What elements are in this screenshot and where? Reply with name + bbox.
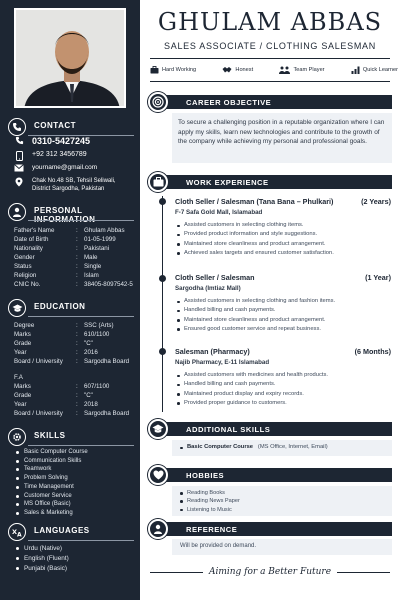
list-item: Ensured good customer service and repeat business. <box>175 325 391 334</box>
list-item: Problem Solving <box>14 474 88 483</box>
phone-secondary-text[interactable]: +92 312 3456789 <box>32 151 87 158</box>
info-row: Year : 2018 <box>14 401 98 408</box>
education-matric-list <box>14 321 129 366</box>
sidebar <box>0 0 140 600</box>
info-row: Year : 2016 <box>14 349 98 356</box>
contact-email <box>12 164 97 172</box>
email-icon <box>12 164 26 172</box>
hobbies-title: HOBBIES <box>186 471 225 480</box>
contact-phone-secondary <box>12 151 87 161</box>
personal-title: PERSONAL <box>34 206 83 215</box>
divider <box>28 316 134 317</box>
divider <box>28 445 134 446</box>
info-row: Grade : "C" <box>14 340 93 347</box>
heart-icon <box>148 465 168 485</box>
list-item: Basic Computer Course (MS Office, Internet, Email) <box>178 444 386 450</box>
list-item: Customer Service <box>14 492 88 501</box>
job-duration: (2 Years) <box>361 197 391 206</box>
job-entry <box>175 197 391 258</box>
job-title: Cloth Seller / Salesman (Tana Bana – Phulkari) <box>175 197 334 206</box>
job-place: F-7 Safa Gold Mall, Islamabad <box>175 209 263 216</box>
info-row: Degree : SSC (Arts) <box>14 322 114 329</box>
info-row: Grade : "C" <box>14 392 93 399</box>
address-line-1: Chak No.48 SB, Tehsil Seliwali, <box>32 178 116 184</box>
info-row: Marks : 610/1100 <box>14 331 110 338</box>
personal-section-header <box>0 203 140 221</box>
list-item: Handled billing and cash payments. <box>175 306 391 315</box>
contact-section-header <box>0 118 140 136</box>
timeline-dot <box>159 198 166 205</box>
experience-title: WORK EXPERIENCE <box>186 178 269 187</box>
hobbies-section-header <box>148 465 392 485</box>
experience-section-header <box>148 172 392 192</box>
objective-section-header <box>148 92 392 112</box>
job-duration: (1 Year) <box>365 273 391 282</box>
info-row: Father's Name : Ghulam Abbas <box>14 227 125 234</box>
additional-skills-panel <box>172 440 392 456</box>
candidate-role: SALES ASSOCIATE / CLOTHING SALESMAN <box>164 41 376 51</box>
info-row: Status : Single <box>14 263 102 270</box>
languages-list <box>14 544 69 574</box>
info-row: Board / University : Sargodha Board <box>14 358 130 365</box>
timeline-dot <box>159 275 166 282</box>
list-item: Communication Skills <box>14 457 88 466</box>
skills-list <box>14 448 88 518</box>
footer-tagline: Aiming for a Better Future <box>208 567 332 577</box>
education-fa-list <box>14 373 129 418</box>
user-icon <box>148 519 168 539</box>
job-title: Cloth Seller / Salesman <box>175 273 255 282</box>
timeline-dot <box>159 348 166 355</box>
contact-address <box>12 177 116 193</box>
info-row: CNIC No. : 38405-8097542-5 <box>14 281 133 288</box>
main-content <box>140 0 400 600</box>
info-row: Nationality : Pakistani <box>14 245 110 252</box>
translate-icon <box>8 523 26 541</box>
location-pin-icon <box>12 177 26 187</box>
phone-icon <box>12 136 26 145</box>
list-item: Assisted customers in selecting clothing items. <box>175 221 391 230</box>
languages-title: LANGUAGES <box>34 526 90 535</box>
candidate-name: GHULAM ABBAS <box>157 8 383 36</box>
list-item: Achieved sales targets and ensured customer satisfaction. <box>175 249 391 258</box>
job-entry <box>175 347 391 408</box>
list-item: Provided product information and style suggestions. <box>175 230 391 239</box>
list-item: Maintained store cleanliness and product arrangement. <box>175 240 391 249</box>
list-item: Assisted customers in selecting clothing and fashion items. <box>175 297 391 306</box>
info-row: Gender : Male <box>14 254 98 261</box>
list-item: Maintained store cleanliness and product arrangement. <box>175 316 391 325</box>
additional-skills-title: ADDITIONAL SKILLS <box>186 425 271 434</box>
phone-circle-icon <box>8 118 26 136</box>
address-line-2: District Sargodha, Pakistan <box>32 186 105 192</box>
svg-text:X: X <box>11 528 17 536</box>
education-title: EDUCATION <box>34 302 86 311</box>
trait-hard-working: Hard Working <box>150 66 196 74</box>
personal-info-list <box>14 226 133 289</box>
languages-section-header <box>0 523 140 541</box>
graduation-cap-icon <box>148 419 168 439</box>
education-section-header <box>0 299 140 317</box>
job-duration: (6 Months) <box>354 347 391 356</box>
objective-title: CAREER OBJECTIVE <box>186 98 272 107</box>
divider <box>28 540 134 541</box>
info-row: Religion : Islam <box>14 272 99 279</box>
list-item: Urdu (Native) <box>14 544 69 554</box>
trait-team-player: Team Player <box>279 66 324 74</box>
list-item: Provided proper guidance to customers. <box>175 399 391 408</box>
target-icon <box>148 92 168 112</box>
trait-honest: Honest <box>222 66 253 74</box>
list-item: Reading News Paper <box>178 497 386 505</box>
info-row: Date of Birth : 01-05-1999 <box>14 236 116 243</box>
divider <box>150 58 390 59</box>
person-photo-icon <box>16 10 126 108</box>
list-item: Reading Books <box>178 489 386 497</box>
hobbies-panel <box>172 486 392 516</box>
team-icon <box>279 66 290 74</box>
job-title: Salesman (Pharmacy) <box>175 347 250 356</box>
list-item: Sales & Marketing <box>14 509 88 518</box>
divider <box>150 81 390 82</box>
contact-phone-primary <box>12 136 90 146</box>
list-item: Maintained product display and expiry records. <box>175 390 391 399</box>
list-item: Punjabi (Basic) <box>14 564 69 574</box>
contact-title: CONTACT <box>34 121 77 130</box>
additional-skills-section-header <box>148 419 392 439</box>
list-item: Listening to Music <box>178 506 386 514</box>
reference-title: REFERENCE <box>186 525 238 534</box>
list-item: Time Management <box>14 483 88 492</box>
mobile-icon <box>12 151 26 161</box>
handshake-icon <box>222 66 232 74</box>
list-item: MS Office (Basic) <box>14 500 88 509</box>
list-item: Teamwork <box>14 465 88 474</box>
info-row: Board / University : Sargodha Board <box>14 410 130 417</box>
skills-title: SKILLS <box>34 431 66 440</box>
list-item: Handled billing and cash payments. <box>175 380 391 389</box>
objective-text: To secure a challenging position in a reputable organization where I can apply my skills, learn new technologies and contribute to the growth of the company while achieving my personal and professional goals. <box>172 113 392 163</box>
job-entry <box>175 273 391 334</box>
gear-icon <box>8 428 26 446</box>
timeline-line <box>162 196 163 412</box>
divider <box>28 220 134 221</box>
trait-quick-learner: Quick Learner <box>351 66 398 74</box>
email-text[interactable]: yourname@gmail.com <box>32 164 98 171</box>
graduation-cap-icon <box>8 299 26 317</box>
svg-text:A: A <box>16 531 22 537</box>
growth-chart-icon <box>351 66 360 74</box>
reference-section-header <box>148 519 392 539</box>
briefcase-icon <box>148 172 168 192</box>
divider <box>337 572 390 573</box>
list-item: English (Fluent) <box>14 554 69 564</box>
divider <box>150 572 203 573</box>
reference-text: Will be provided on demand. <box>172 539 392 555</box>
list-item: Assisted customers with medicines and health products. <box>175 371 391 380</box>
skills-section-header <box>0 428 140 446</box>
info-row: Marks : 607/1100 <box>14 383 110 390</box>
briefcase-icon <box>150 66 159 74</box>
fa-label: F.A <box>14 374 23 381</box>
footer <box>150 565 390 579</box>
phone-primary-text[interactable]: 0310-5427245 <box>32 136 91 146</box>
traits-bar <box>150 66 398 74</box>
profile-photo <box>14 8 126 108</box>
job-place: Najib Pharmacy, E-11 Islamabad <box>175 359 270 366</box>
job-place: Sargodha (Imtiaz Mall) <box>175 285 241 292</box>
user-icon <box>8 203 26 221</box>
list-item: Basic Computer Course <box>14 448 88 457</box>
